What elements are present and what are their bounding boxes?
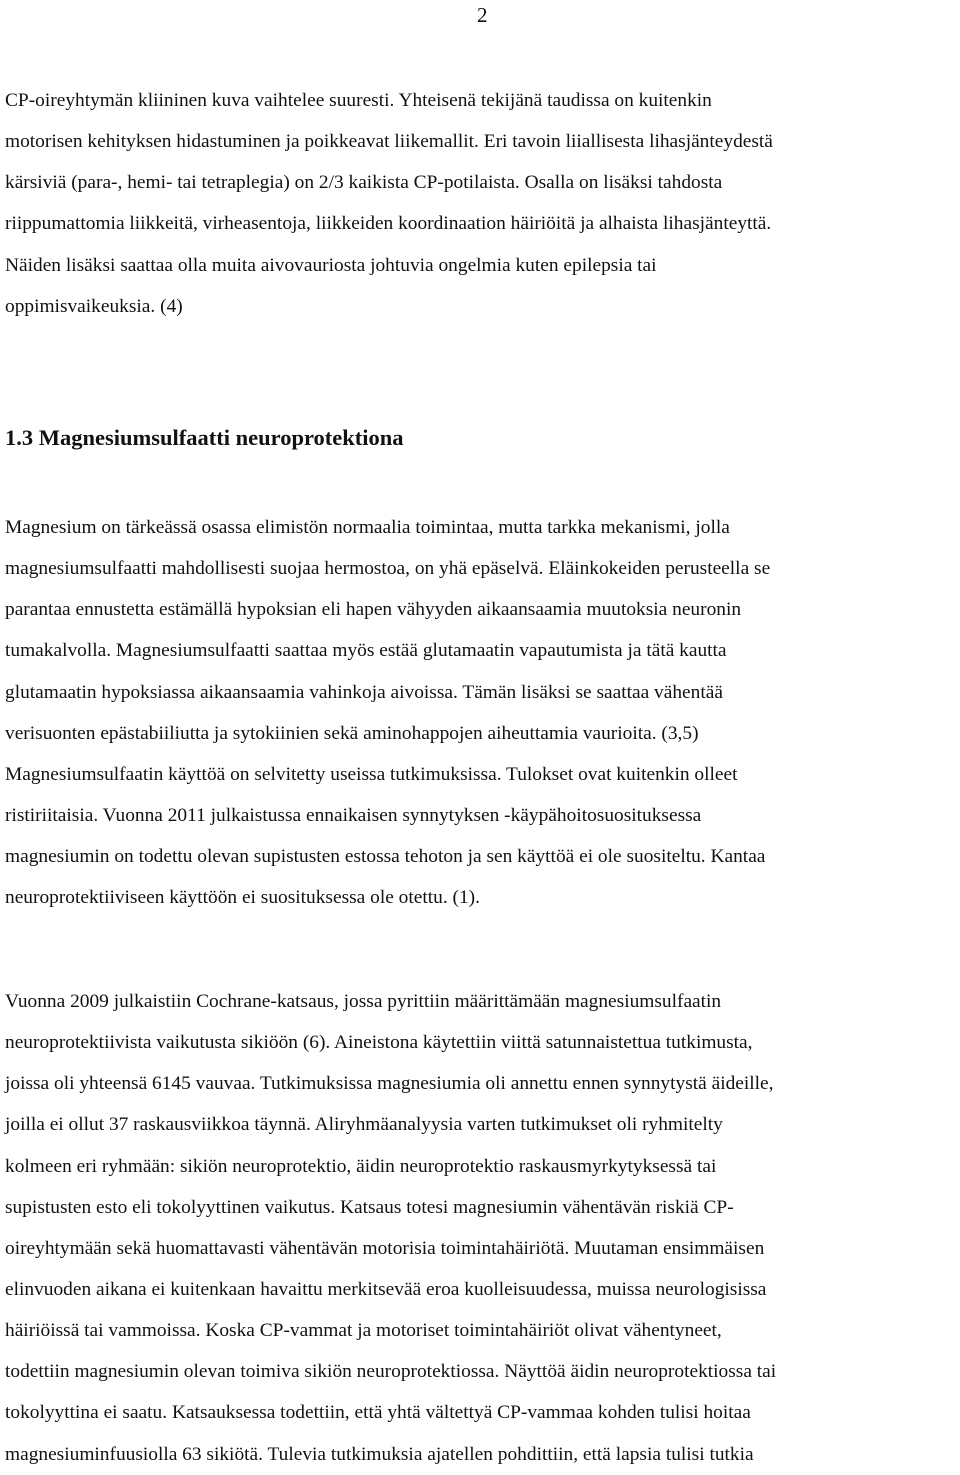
text-line: tumakalvolla. Magnesiumsulfaatti saattaa myös estää glutamaatin vapautumista ja tätä kautta (5, 640, 727, 662)
text-line: Magnesiumsulfaatin käyttöä on selvitetty useissa tutkimuksissa. Tulokset ovat kuitenkin olleet (5, 763, 738, 785)
text-line: supistusten esto eli tokolyyttinen vaikutus. Katsaus totesi magnesiumin vähentävän riskiä CP- (5, 1196, 734, 1218)
text-line: tokolyyttina ei saatu. Katsauksessa todettiin, että yhtä vältettyä CP-vammaa kohden tulisi hoitaa (5, 1402, 751, 1424)
text-line: ristiriitaisia. Vuonna 2011 julkaistussa ennaikaisen synnytyksen -käypähoitosuosituksessa (5, 804, 702, 826)
text-line: kolmeen eri ryhmään: sikiön neuroprotektio, äidin neuroprotektio raskausmyrkytyksessä tai (5, 1155, 717, 1177)
text-line: oireyhtymään sekä huomattavasti vähentävän motorisia toimintahäiriötä. Muutaman ensimmäisen (5, 1237, 765, 1259)
text-line: kärsiviä (para-, hemi- tai tetraplegia) on 2/3 kaikista CP-potilaista. Osalla on lisäksi tahdosta (5, 172, 723, 194)
text-line: magnesiuminfuusiolla 63 sikiötä. Tulevia tutkimuksia ajatellen pohdittiin, että lapsia tulisi tutkia (5, 1443, 754, 1465)
text-line: parantaa ennustetta estämällä hypoksian eli hapen vähyyden aikaansaamia muutoksia neuronin (5, 599, 742, 621)
text-line: Vuonna 2009 julkaistiin Cochrane-katsaus, jossa pyrittiin määrittämään magnesiumsulfaatin (5, 991, 722, 1012)
text-line: Näiden lisäksi saattaa olla muita aivovauriosta johtuvia ongelmia kuten epilepsia tai (5, 254, 657, 276)
text-line: motorisen kehityksen hidastuminen ja poikkeavat liikemallit. Eri tavoin liiallisesta lihasjänteydestä (5, 131, 773, 153)
paragraph-cp-syndrome (5, 80, 955, 327)
page-number: 2 (477, 3, 488, 27)
text-line: riippumattomia liikkeitä, virheasentoja, liikkeiden koordinaation häiriöitä ja alhaista lihasjänteyttä. (5, 213, 772, 235)
text-line: elinvuoden aikana ei kuitenkaan havaittu merkitsevää eroa kuolleisuudessa, muissa neurologisissa (5, 1278, 767, 1300)
text-line: magnesiumsulfaatti mahdollisesti suojaa hermostoa, on yhä epäselvä. Eläinkokeiden perusteella se (5, 558, 771, 580)
text-line: glutamaatin hypoksiassa aikaansaamia vahinkoja aivoissa. Tämän lisäksi se saattaa vähentää (5, 681, 723, 703)
text-line: neuroprotektiivista vaikutusta sikiöön (6). Aineistona käytettiin viittä satunnaistettua tutkimusta, (5, 1032, 753, 1054)
text-line: verisuonten epästabiiliutta ja sytokiinien sekä aminohappojen aiheuttamia vaurioita. (3,5) (5, 722, 699, 744)
text-line: joilla ei ollut 37 raskausviikkoa täynnä. Aliryhmäanalyysia varten tutkimukset oli ryhmitelty (5, 1114, 723, 1136)
text-line: oppimisvaikeuksia. (4) (5, 295, 183, 317)
paragraph-magnesium (5, 507, 955, 918)
paragraph-cochrane (5, 981, 955, 1475)
text-line: Magnesium on tärkeässä osassa elimistön normaalia toimintaa, mutta tarkka mekanismi, jolla (5, 517, 730, 538)
text-line: häiriöissä tai vammoissa. Koska CP-vammat ja motoriset toimintahäiriöt olivat vähentyneet, (5, 1320, 722, 1342)
text-line: neuroprotektiiviseen käyttöön ei suosituksessa ole otettu. (1). (5, 887, 480, 909)
text-line: magnesiumin on todettu olevan supistusten estossa tehoton ja sen käyttöä ei ole suositeltu. Kantaa (5, 846, 766, 868)
section-heading: 1.3 Magnesiumsulfaatti neuroprotektiona (5, 425, 404, 450)
text-line: todettiin magnesiumin olevan toimiva sikiön neuroprotektiossa. Näyttöä äidin neuroprotektiossa tai (5, 1361, 777, 1383)
text-line: joissa oli yhteensä 6145 vauvaa. Tutkimuksissa magnesiumia oli annettu ennen synnytystä äideille, (5, 1073, 774, 1095)
text-line: CP-oireyhtymän kliininen kuva vaihtelee suuresti. Yhteisenä tekijänä taudissa on kuitenkin (5, 90, 712, 111)
